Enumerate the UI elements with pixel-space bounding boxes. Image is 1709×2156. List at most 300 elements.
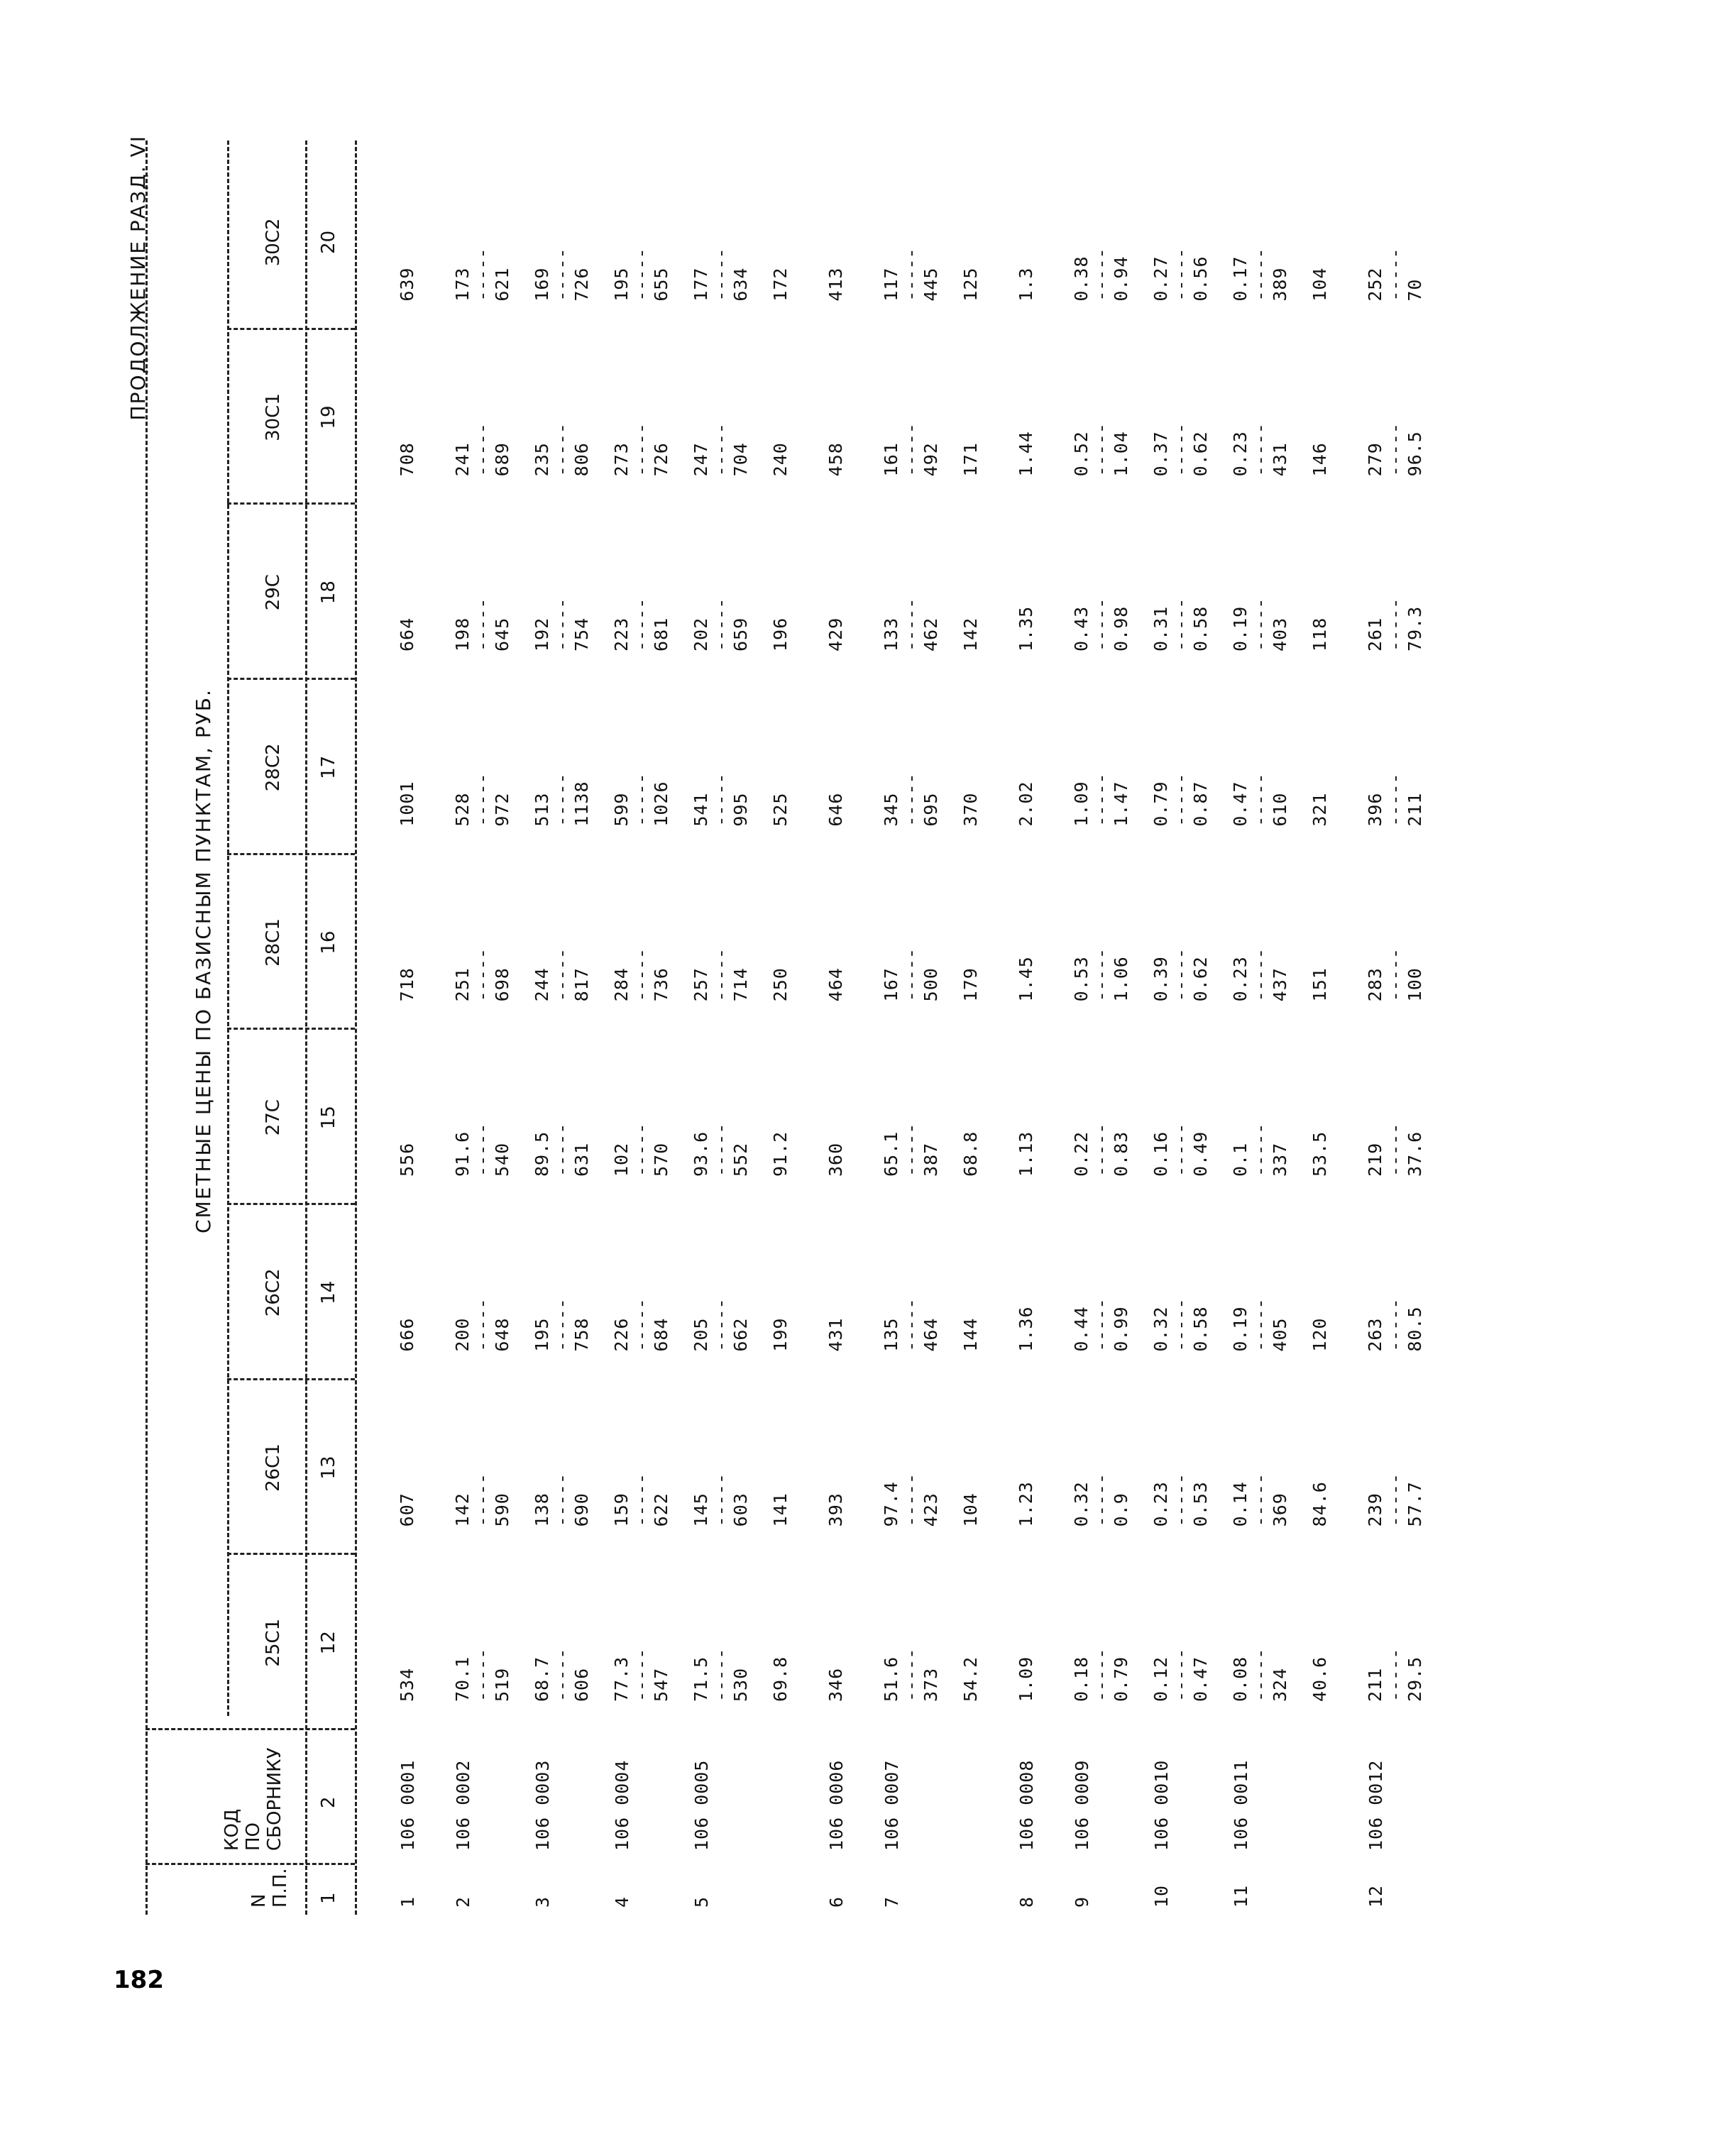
price-cell xyxy=(1231,1123,1290,1177)
price-value-top: 0.37 xyxy=(1150,431,1171,477)
price-cell xyxy=(1151,773,1211,826)
price-value-top: 89.5 xyxy=(532,1131,552,1177)
num-header-line: N xyxy=(248,1893,270,1908)
price-value-top: 0.23 xyxy=(1230,956,1251,1002)
price-value-bottom: 324 xyxy=(1270,1667,1290,1702)
row-number: 8 xyxy=(1016,1896,1037,1908)
price-cell xyxy=(397,1143,417,1177)
price-value-top: 173 xyxy=(452,267,473,302)
price-cell xyxy=(1016,1306,1036,1351)
price-value-bottom: 0.49 xyxy=(1190,1131,1211,1177)
code-header-line: ПО xyxy=(243,1822,264,1851)
price-value: 321 xyxy=(1309,792,1330,827)
price-value-bottom: 648 xyxy=(492,1317,512,1352)
price-value-bottom: 437 xyxy=(1270,967,1290,1002)
price-cell xyxy=(961,442,981,476)
price-cell xyxy=(771,268,791,302)
fraction-bar: ----- xyxy=(1170,1123,1191,1177)
row-code: 106 0003 xyxy=(532,1759,553,1851)
price-value-top: 0.1 xyxy=(1230,1142,1251,1177)
price-value: 104 xyxy=(960,1492,981,1527)
price-value-top: 0.32 xyxy=(1150,1306,1171,1352)
price-value: 69.8 xyxy=(770,1656,791,1702)
price-cell xyxy=(1365,773,1425,826)
price-cell xyxy=(453,773,512,826)
price-value-bottom: 689 xyxy=(492,442,512,477)
price-value: 125 xyxy=(960,267,981,302)
price-value-top: 0.08 xyxy=(1230,1656,1251,1702)
price-value-top: 167 xyxy=(881,967,901,1002)
price-value-bottom: 736 xyxy=(651,967,671,1002)
price-value-bottom: 0.62 xyxy=(1190,956,1211,1002)
row-code: 106 0010 xyxy=(1151,1759,1172,1851)
fraction-bar: ----- xyxy=(631,1298,652,1352)
price-cell xyxy=(532,423,592,476)
fraction-bar: ----- xyxy=(472,1298,493,1352)
fraction-bar: ----- xyxy=(472,1648,493,1702)
price-cell xyxy=(691,248,751,301)
group-rule xyxy=(227,141,229,1716)
price-value: 431 xyxy=(825,1317,846,1352)
fraction-bar: ----- xyxy=(551,773,572,827)
fraction-bar: ----- xyxy=(710,1648,731,1702)
row-number: 2 xyxy=(453,1896,473,1908)
price-cell xyxy=(1151,1123,1211,1177)
price-cell xyxy=(771,1656,791,1702)
price-value: 2.02 xyxy=(1016,781,1036,827)
price-value: 370 xyxy=(960,792,981,827)
num-column-header xyxy=(248,1868,291,1908)
price-value-top: 239 xyxy=(1365,1492,1385,1527)
price-cell xyxy=(1365,1473,1425,1527)
price-cell xyxy=(1310,442,1330,476)
price-value-bottom: 80.5 xyxy=(1405,1306,1425,1352)
price-cell xyxy=(826,617,846,651)
fraction-bar: ----- xyxy=(710,423,731,477)
fraction-bar: ----- xyxy=(1170,423,1191,477)
fraction-bar: ----- xyxy=(472,1473,493,1527)
price-value-top: 273 xyxy=(611,442,632,477)
fraction-bar: ----- xyxy=(631,598,652,651)
price-value-bottom: 0.79 xyxy=(1111,1656,1131,1702)
price-cell xyxy=(881,1123,941,1177)
price-cell xyxy=(691,1649,751,1702)
fraction-bar: ----- xyxy=(710,248,731,302)
price-value-bottom: 570 xyxy=(651,1142,671,1177)
column-number: 18 xyxy=(318,581,339,605)
price-cell xyxy=(1151,248,1211,301)
price-cell xyxy=(1072,1123,1131,1177)
price-cell xyxy=(532,948,592,1001)
price-value-bottom: 817 xyxy=(571,967,592,1002)
price-cell xyxy=(961,1492,981,1527)
price-value-bottom: 726 xyxy=(571,267,592,302)
price-value: 664 xyxy=(397,617,417,651)
price-value-bottom: 0.87 xyxy=(1190,781,1211,827)
price-cell xyxy=(961,793,981,827)
column-header: 26С1 xyxy=(263,1443,284,1492)
price-cell xyxy=(453,598,512,651)
price-value: 172 xyxy=(770,267,791,302)
price-value-top: 279 xyxy=(1365,442,1385,477)
price-value-bottom: 0.58 xyxy=(1190,605,1211,651)
price-cell xyxy=(691,1298,751,1351)
fraction-bar: ----- xyxy=(1385,948,1405,1002)
price-cell xyxy=(961,1656,981,1702)
price-value-top: 195 xyxy=(532,1317,552,1352)
fraction-bar: ----- xyxy=(901,1123,921,1177)
table-top-rule xyxy=(145,141,148,1915)
price-cell xyxy=(691,948,751,1001)
price-value-top: 528 xyxy=(452,792,473,827)
price-cell xyxy=(612,423,671,476)
price-value-bottom: 445 xyxy=(921,267,941,302)
price-value-bottom: 79.3 xyxy=(1405,605,1425,651)
fraction-bar: ----- xyxy=(1091,1473,1111,1527)
fraction-bar: ----- xyxy=(1385,423,1405,477)
row-code: 106 0006 xyxy=(826,1759,847,1851)
fraction-bar: ----- xyxy=(710,1298,731,1352)
fraction-bar: ----- xyxy=(710,1123,731,1177)
price-value-top: 97.4 xyxy=(881,1481,901,1527)
price-value: 393 xyxy=(825,1492,846,1527)
price-value-bottom: 603 xyxy=(730,1492,751,1527)
price-value: 104 xyxy=(1309,267,1330,302)
price-value-bottom: 1138 xyxy=(571,781,592,827)
price-cell xyxy=(961,1318,981,1352)
fraction-bar: ----- xyxy=(901,1648,921,1702)
price-value-top: 0.12 xyxy=(1150,1656,1171,1702)
column-number: 17 xyxy=(318,755,339,779)
fraction-bar: ----- xyxy=(551,598,572,651)
price-cell xyxy=(397,1668,417,1702)
price-cell xyxy=(826,1668,846,1702)
price-value-bottom: 698 xyxy=(492,967,512,1002)
column-number: 19 xyxy=(318,405,339,429)
fraction-bar: ----- xyxy=(631,248,652,302)
row-number: 5 xyxy=(691,1896,712,1908)
fraction-bar: ----- xyxy=(901,948,921,1002)
price-value-bottom: 1.06 xyxy=(1111,956,1131,1002)
price-cell xyxy=(612,1649,671,1702)
price-cell xyxy=(1231,1649,1290,1702)
price-value-top: 252 xyxy=(1365,267,1385,302)
price-cell xyxy=(1072,598,1131,651)
price-value: 250 xyxy=(770,967,791,1002)
price-value: 91.2 xyxy=(770,1131,791,1177)
price-value: 666 xyxy=(397,1317,417,1352)
price-value-top: 70.1 xyxy=(452,1656,473,1702)
price-value-bottom: 684 xyxy=(651,1317,671,1352)
price-cell xyxy=(1310,617,1330,651)
price-value-top: 198 xyxy=(452,617,473,651)
table-group-title: СМЕТНЫЕ ЦЕНЫ ПО БАЗИСНЫМ ПУНКТАМ, РУБ. xyxy=(192,688,215,1233)
price-value-bottom: 211 xyxy=(1405,792,1425,827)
price-value-top: 192 xyxy=(532,617,552,651)
price-cell xyxy=(612,248,671,301)
row-number: 7 xyxy=(881,1896,902,1908)
price-value: 458 xyxy=(825,442,846,477)
price-value: 1.35 xyxy=(1016,605,1036,651)
price-cell xyxy=(1151,1298,1211,1351)
price-value-top: 211 xyxy=(1365,1667,1385,1702)
price-cell xyxy=(881,248,941,301)
fraction-bar: ----- xyxy=(1385,773,1405,827)
price-value: 1.45 xyxy=(1016,956,1036,1002)
price-value-top: 205 xyxy=(691,1317,711,1352)
column-number: 20 xyxy=(318,230,339,254)
price-value-bottom: 389 xyxy=(1270,267,1290,302)
price-cell xyxy=(826,268,846,302)
price-value-bottom: 500 xyxy=(921,967,941,1002)
row-number: 12 xyxy=(1365,1884,1386,1908)
price-value-top: 93.6 xyxy=(691,1131,711,1177)
price-value: 179 xyxy=(960,967,981,1002)
column-number: 2 xyxy=(318,1796,339,1808)
price-cell xyxy=(1016,268,1036,302)
price-value-top: 159 xyxy=(611,1492,632,1527)
fraction-bar: ----- xyxy=(1170,598,1191,651)
fraction-bar: ----- xyxy=(1250,1648,1270,1702)
price-cell xyxy=(1310,1131,1330,1177)
row-code: 106 0012 xyxy=(1365,1759,1386,1851)
price-cell xyxy=(1016,956,1036,1001)
row-code: 106 0005 xyxy=(691,1759,712,1851)
num-header-line: П.П. xyxy=(270,1868,291,1908)
price-cell xyxy=(1072,1649,1131,1702)
price-value-bottom: 681 xyxy=(651,617,671,651)
price-cell xyxy=(1231,948,1290,1001)
fraction-bar: ----- xyxy=(631,1473,652,1527)
row-number: 6 xyxy=(826,1896,847,1908)
fraction-bar: ----- xyxy=(472,423,493,477)
price-value-top: 284 xyxy=(611,967,632,1002)
price-value-top: 145 xyxy=(691,1492,711,1527)
price-cell xyxy=(1151,598,1211,651)
fraction-bar: ----- xyxy=(1170,1298,1191,1352)
price-cell xyxy=(1310,1481,1330,1527)
price-value-bottom: 754 xyxy=(571,617,592,651)
fraction-bar: ----- xyxy=(551,1123,572,1177)
price-value-bottom: 100 xyxy=(1405,967,1425,1002)
price-cell xyxy=(881,1298,941,1351)
price-cell xyxy=(771,617,791,651)
price-value-bottom: 37.6 xyxy=(1405,1131,1425,1177)
fraction-bar: ----- xyxy=(1250,1123,1270,1177)
price-cell xyxy=(453,1649,512,1702)
price-value-bottom: 610 xyxy=(1270,792,1290,827)
price-value-top: 0.43 xyxy=(1071,605,1092,651)
price-value-top: 91.6 xyxy=(452,1131,473,1177)
column-header: 28С2 xyxy=(263,743,284,792)
fraction-bar: ----- xyxy=(1091,598,1111,651)
price-value-top: 241 xyxy=(452,442,473,477)
price-value-top: 117 xyxy=(881,267,901,302)
price-value-bottom: 645 xyxy=(492,617,512,651)
fraction-bar: ----- xyxy=(1250,773,1270,827)
price-cell xyxy=(826,793,846,827)
price-value-top: 0.22 xyxy=(1071,1131,1092,1177)
row-code: 106 0001 xyxy=(397,1759,418,1851)
price-value: 646 xyxy=(825,792,846,827)
price-cell xyxy=(612,1123,671,1177)
price-value-bottom: 530 xyxy=(730,1667,751,1702)
price-value-bottom: 70 xyxy=(1405,278,1425,302)
fraction-bar: ----- xyxy=(1385,1123,1405,1177)
price-value-bottom: 714 xyxy=(730,967,751,1002)
price-cell xyxy=(532,1298,592,1351)
price-cell xyxy=(771,1131,791,1177)
price-cell xyxy=(1151,423,1211,476)
price-value-bottom: 373 xyxy=(921,1667,941,1702)
price-value-bottom: 369 xyxy=(1270,1492,1290,1527)
price-value-top: 247 xyxy=(691,442,711,477)
price-value-bottom: 758 xyxy=(571,1317,592,1352)
price-value-top: 223 xyxy=(611,617,632,651)
price-cell xyxy=(961,268,981,302)
fraction-bar: ----- xyxy=(710,598,731,651)
price-value-bottom: 659 xyxy=(730,617,751,651)
price-value-bottom: 519 xyxy=(492,1667,512,1702)
price-cell xyxy=(1365,1298,1425,1351)
price-cell xyxy=(1231,598,1290,651)
fraction-bar: ----- xyxy=(1170,773,1191,827)
price-value-top: 142 xyxy=(452,1492,473,1527)
fraction-bar: ----- xyxy=(1250,598,1270,651)
price-value-top: 177 xyxy=(691,267,711,302)
fraction-bar: ----- xyxy=(631,1123,652,1177)
fraction-bar: ----- xyxy=(631,1648,652,1702)
price-cell xyxy=(612,773,671,826)
price-value-top: 0.23 xyxy=(1150,1481,1171,1527)
row-code: 106 0011 xyxy=(1231,1759,1251,1851)
price-value: 68.8 xyxy=(960,1131,981,1177)
fraction-bar: ----- xyxy=(1385,1648,1405,1702)
price-cell xyxy=(532,1649,592,1702)
price-value: 1.44 xyxy=(1016,431,1036,477)
price-cell xyxy=(1310,1318,1330,1352)
fraction-bar: ----- xyxy=(901,598,921,651)
price-value-top: 244 xyxy=(532,967,552,1002)
price-value: 556 xyxy=(397,1142,417,1177)
price-value-bottom: 1026 xyxy=(651,781,671,827)
price-cell xyxy=(881,598,941,651)
fraction-bar: ----- xyxy=(1170,1473,1191,1527)
price-value-top: 0.32 xyxy=(1071,1481,1092,1527)
fraction-bar: ----- xyxy=(1091,1298,1111,1352)
price-cell xyxy=(1072,948,1131,1001)
price-value-top: 226 xyxy=(611,1317,632,1352)
column-number: 15 xyxy=(318,1106,339,1130)
price-cell xyxy=(691,773,751,826)
fraction-bar: ----- xyxy=(472,1123,493,1177)
price-value: 429 xyxy=(825,617,846,651)
price-cell xyxy=(826,1318,846,1352)
price-cell xyxy=(961,1131,981,1177)
price-cell xyxy=(532,248,592,301)
price-cell xyxy=(1072,1298,1131,1351)
price-value-bottom: 606 xyxy=(571,1667,592,1702)
price-value-bottom: 462 xyxy=(921,617,941,651)
price-value-bottom: 337 xyxy=(1270,1142,1290,1177)
row-code: 106 0008 xyxy=(1016,1759,1037,1851)
price-cell xyxy=(771,442,791,476)
price-cell xyxy=(1072,773,1131,826)
price-value-bottom: 552 xyxy=(730,1142,751,1177)
column-number: 16 xyxy=(318,930,339,955)
price-value-top: 0.16 xyxy=(1150,1131,1171,1177)
price-value-top: 0.19 xyxy=(1230,1306,1251,1352)
price-value-top: 0.47 xyxy=(1230,781,1251,827)
price-cell xyxy=(532,1123,592,1177)
price-cell xyxy=(1365,423,1425,476)
price-value: 120 xyxy=(1309,1317,1330,1352)
price-cell xyxy=(1365,598,1425,651)
price-value-bottom: 972 xyxy=(492,792,512,827)
price-value: 1001 xyxy=(397,781,417,827)
price-cell xyxy=(1310,1656,1330,1702)
price-cell xyxy=(612,948,671,1001)
row-number: 3 xyxy=(532,1896,553,1908)
price-value-top: 1.09 xyxy=(1071,781,1092,827)
fraction-bar: ----- xyxy=(551,423,572,477)
code-header-line: КОД xyxy=(221,1808,243,1851)
price-cell xyxy=(397,1318,417,1352)
price-cell xyxy=(1365,948,1425,1001)
price-value-top: 396 xyxy=(1365,792,1385,827)
price-cell xyxy=(612,598,671,651)
price-cell xyxy=(1310,967,1330,1001)
price-cell xyxy=(1016,1481,1036,1527)
price-cell xyxy=(1231,248,1290,301)
price-cell xyxy=(1310,268,1330,302)
fraction-bar: ----- xyxy=(710,773,731,827)
fraction-bar: ----- xyxy=(1091,1648,1111,1702)
price-value-bottom: 0.56 xyxy=(1190,255,1211,302)
fraction-bar: ----- xyxy=(551,948,572,1002)
row-code: 106 0009 xyxy=(1072,1759,1092,1851)
price-cell xyxy=(1365,1123,1425,1177)
fraction-bar: ----- xyxy=(710,948,731,1002)
price-cell xyxy=(881,1649,941,1702)
price-value: 360 xyxy=(825,1142,846,1177)
price-cell xyxy=(397,617,417,651)
price-cell xyxy=(532,598,592,651)
price-cell xyxy=(453,948,512,1001)
price-value-top: 0.44 xyxy=(1071,1306,1092,1352)
price-cell xyxy=(397,442,417,476)
fraction-bar: ----- xyxy=(901,773,921,827)
price-cell xyxy=(1016,1656,1036,1702)
price-cell xyxy=(691,598,751,651)
fraction-bar: ----- xyxy=(472,248,493,302)
price-value-top: 0.79 xyxy=(1150,781,1171,827)
fraction-bar: ----- xyxy=(551,248,572,302)
price-cell xyxy=(612,1473,671,1527)
fraction-bar: ----- xyxy=(901,1298,921,1352)
price-value: 171 xyxy=(960,442,981,477)
price-value-bottom: 431 xyxy=(1270,442,1290,477)
page-number: 182 xyxy=(114,1966,164,1994)
price-cell xyxy=(1016,431,1036,476)
price-value-bottom: 0.53 xyxy=(1190,1481,1211,1527)
column-number: 12 xyxy=(318,1631,339,1655)
price-value-bottom: 726 xyxy=(651,442,671,477)
price-cell xyxy=(961,967,981,1001)
column-header: 30С1 xyxy=(263,393,284,441)
price-value-bottom: 0.9 xyxy=(1111,1492,1131,1527)
price-value: 525 xyxy=(770,792,791,827)
